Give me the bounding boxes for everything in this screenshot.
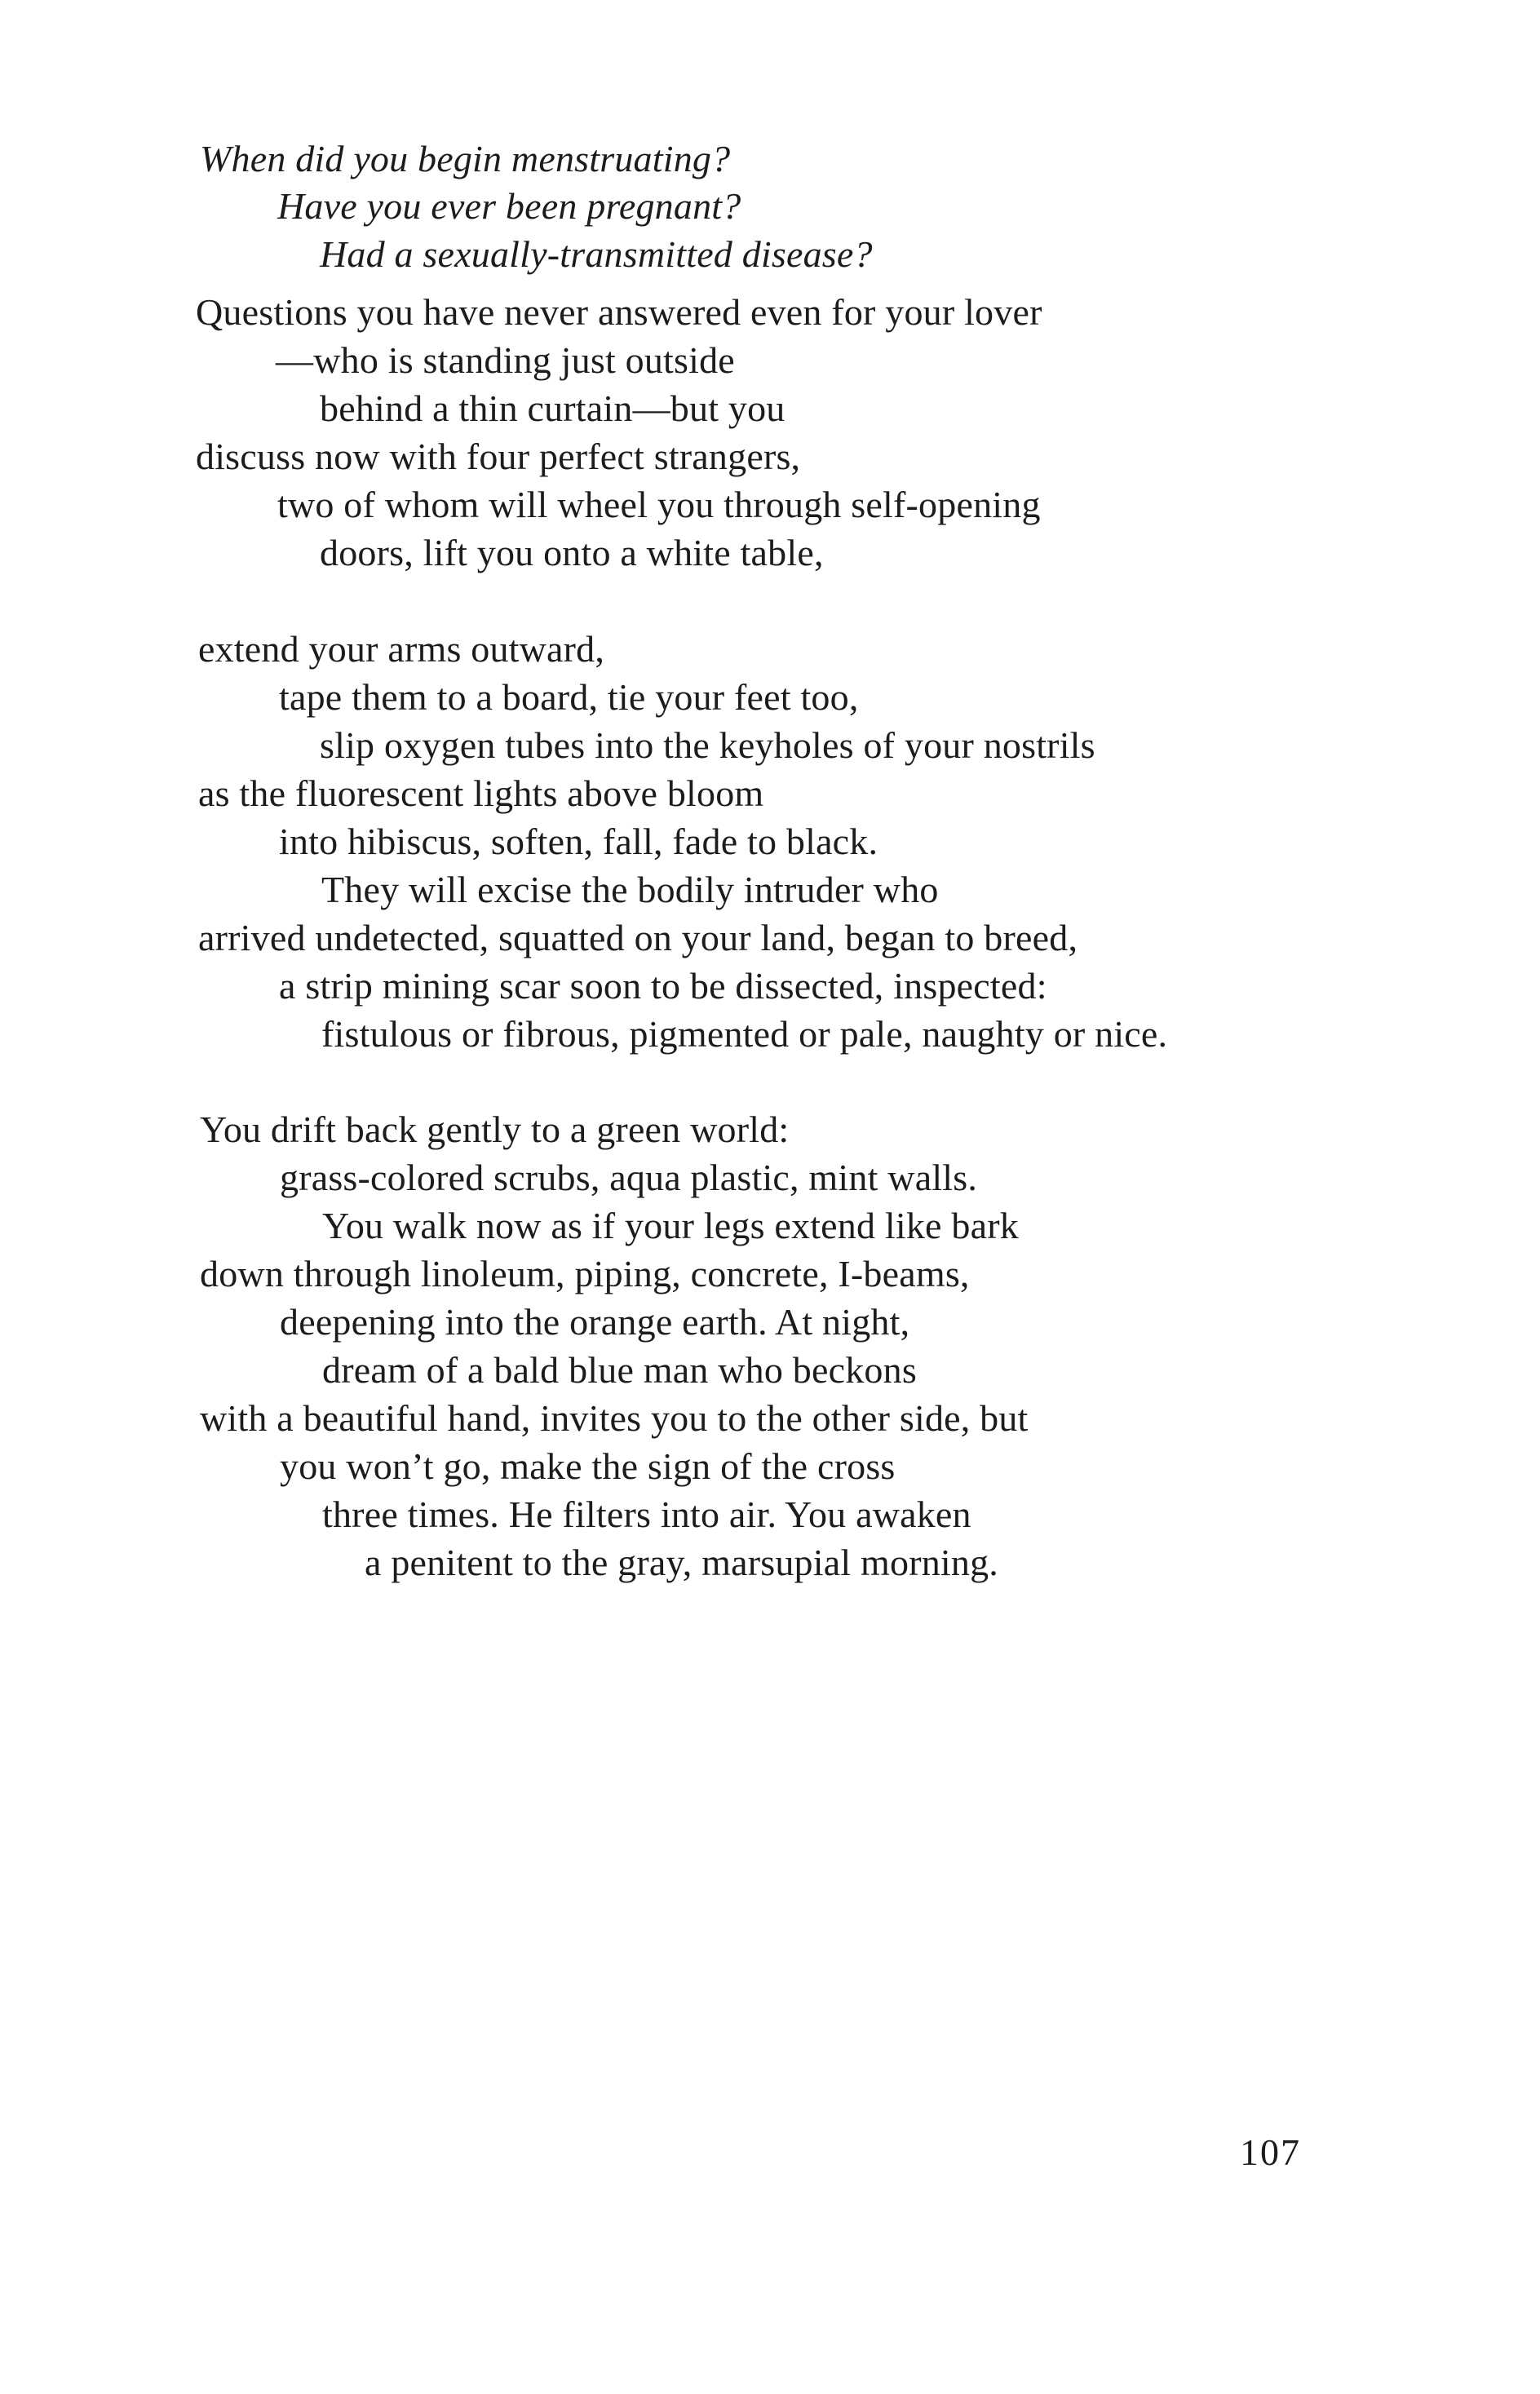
poem-line: They will excise the bodily intruder who: [321, 869, 939, 910]
poem-line: grass-colored scrubs, aqua plastic, mint walls.: [280, 1157, 978, 1198]
poem-line: arrived undetected, squatted on your land, began to breed,: [198, 917, 1078, 958]
poem-line: a strip mining scar soon to be dissected, inspected:: [279, 965, 1047, 1007]
poem-line: extend your arms outward,: [198, 628, 605, 670]
page-number: 107: [1240, 2131, 1301, 2173]
poem-line: deepening into the orange earth. At night,: [280, 1301, 910, 1343]
poem-line: slip oxygen tubes into the keyholes of your nostrils: [320, 724, 1095, 766]
poem-line: into hibiscus, soften, fall, fade to black.: [279, 821, 878, 862]
poem-line: discuss now with four perfect strangers,: [196, 436, 801, 477]
poem-line: two of whom will wheel you through self-opening: [277, 484, 1041, 525]
poem-line: fistulous or fibrous, pigmented or pale, naughty or nice.: [321, 1013, 1168, 1055]
poem-line: Questions you have never answered even for your lover: [196, 291, 1042, 333]
poem-line: down through linoleum, piping, concrete, I-beams,: [200, 1253, 970, 1294]
poem-line: doors, lift you onto a white table,: [320, 532, 824, 573]
poem-line: dream of a bald blue man who beckons: [322, 1349, 917, 1391]
poem-line: Had a sexually-transmitted disease?: [320, 233, 873, 275]
poem-line: you won’t go, make the sign of the cross: [280, 1445, 896, 1487]
poem-line: tape them to a board, tie your feet too,: [279, 676, 859, 718]
poem-line: Have you ever been pregnant?: [277, 185, 741, 227]
poem-line: —who is standing just outside: [276, 339, 735, 381]
poem-line: You walk now as if your legs extend like bark: [322, 1205, 1019, 1246]
poem-line: behind a thin curtain—but you: [320, 387, 785, 429]
poem-line: three times. He filters into air. You awaken: [322, 1493, 971, 1535]
poem-line: with a beautiful hand, invites you to the other side, but: [200, 1397, 1029, 1439]
poem-line: as the fluorescent lights above bloom: [198, 772, 764, 814]
poem-line: When did you begin menstruating?: [200, 138, 731, 179]
poem-line: a penitent to the gray, marsupial morning.: [365, 1542, 998, 1583]
poem-line: You drift back gently to a green world:: [200, 1108, 790, 1150]
